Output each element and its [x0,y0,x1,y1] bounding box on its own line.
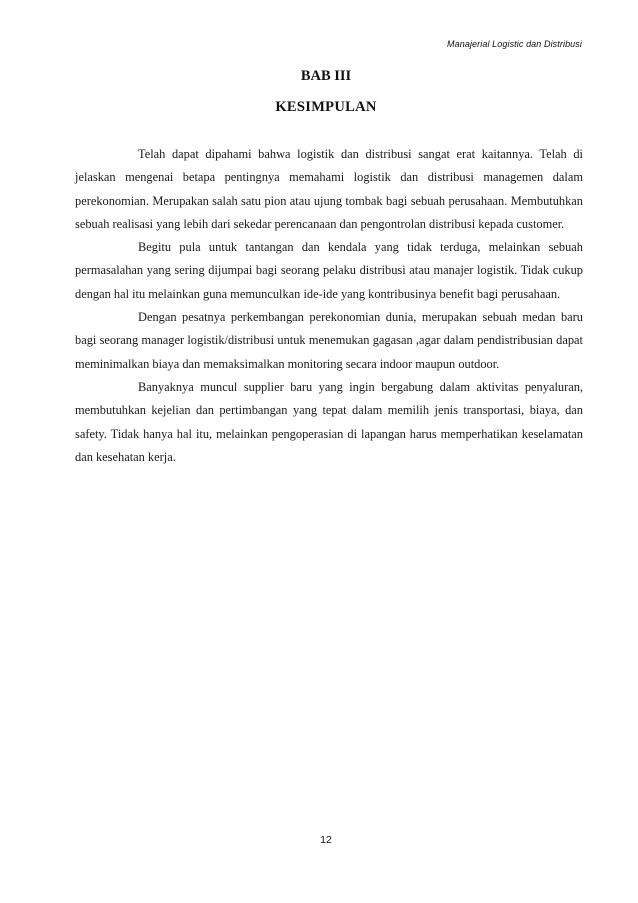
body-text [75,143,583,469]
chapter-title: KESIMPULAN [275,99,377,115]
running-header: Manajerial Logistic dan Distribusi [447,39,582,49]
paragraph: Telah dapat dipahami bahwa logistik dan distribusi sangat erat kaitannya. Telah di jelaskan mengenai betapa pentingnya memahami logistik dan distribusi managemen dalam perekonomian. Merupakan salah satu pion atau ujung tombak bagi sebuah perusahaan. Membutuhkan sebuah realisasi yang lebih dari sekedar perencanaan dan pengontrolan distribusi kepada customer. [75,147,583,231]
paragraph: Begitu pula untuk tantangan dan kendala yang tidak terduga, melainkan sebuah permasalahan yang sering dijumpai bagi seorang pelaku distribusi atau manajer logistik. Tidak cukup dengan hal itu melainkan guna memunculkan ide-ide yang kontribusinya benefit bagi perusahaan. [75,240,583,301]
paragraph: Dengan pesatnya perkembangan perekonomian dunia, merupakan sebuah medan baru bagi seorang manager logistik/distribusi untuk menemukan gagasan ,agar dalam pendistribusian dapat meminimalkan biaya dan memaksimalkan monitoring secara indoor maupun outdoor. [75,310,583,371]
page-number: 12 [320,834,332,846]
chapter-number: BAB III [300,68,352,84]
paragraph: Banyaknya muncul supplier baru yang ingin bergabung dalam aktivitas penyaluran, membutuhkan kejelian dan pertimbangan yang tepat dalam memilih jenis transportasi, biaya, dan safety. Tidak hanya hal itu, melainkan pengoperasian di lapangan harus memperhatikan keselamatan dan kesehatan kerja. [75,379,583,464]
